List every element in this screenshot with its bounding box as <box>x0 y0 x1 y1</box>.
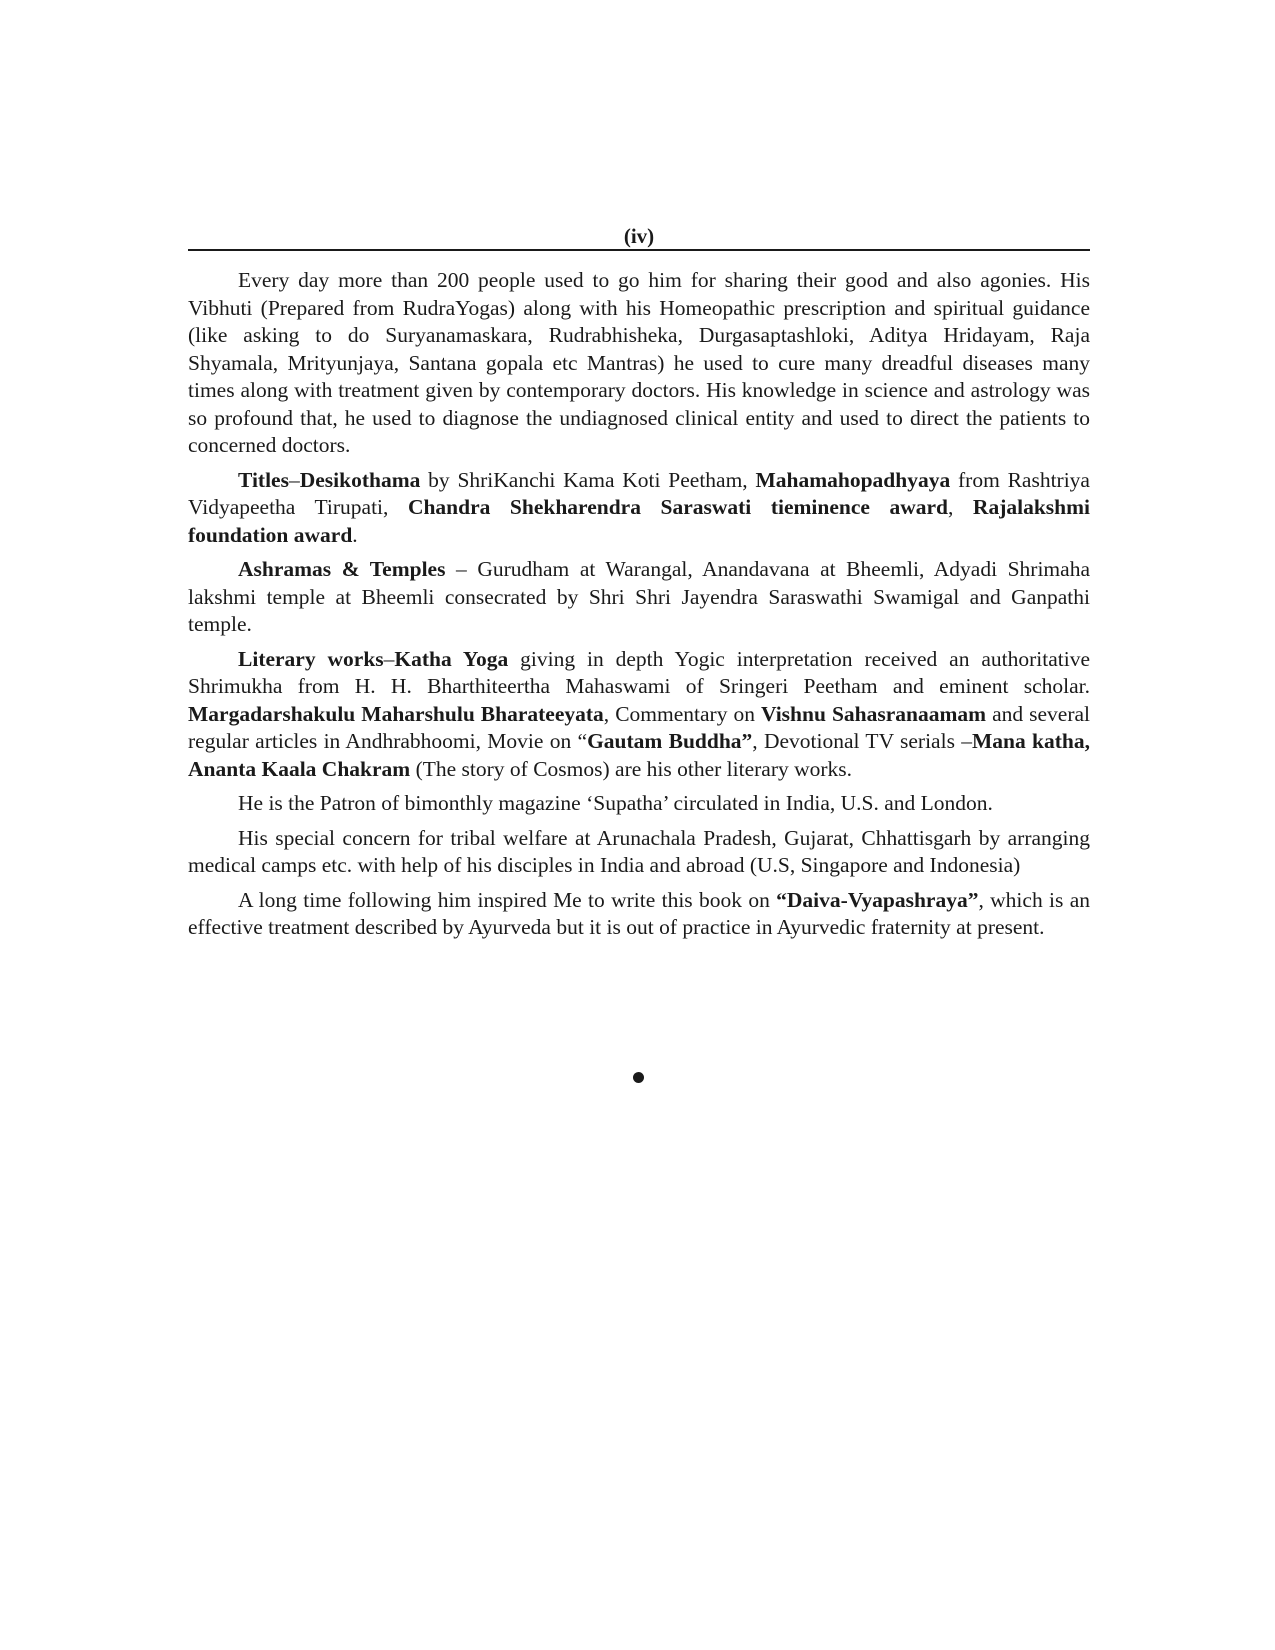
paragraph-literary-works <box>188 646 1090 784</box>
text-run: and several regular articles in Andhrabhoomi, Movie on “ <box>188 701 1090 753</box>
header-rule <box>188 249 1090 251</box>
text-run: – Gurudham at Warangal, Anandavana at Bheemli, Adyadi Shrimaha lakshmi temple at Bheemli consecrated by Shri Shri Jayendra Saraswathi Swamigal and Ganpathi temple. <box>188 557 1090 636</box>
paragraph-book-inspiration <box>188 887 1090 942</box>
page-number: (iv) <box>623 224 655 248</box>
text-run: , which is an effective treatment described by Ayurveda but it is out of practice in Ayurvedic fraternity at present. <box>188 887 1090 939</box>
text-run: , Devotional TV serials – <box>752 729 972 753</box>
text-run: A long time following him inspired Me to write this book on <box>238 887 777 912</box>
bold-text-run: Literary works <box>238 646 384 671</box>
bold-text-run: Gautam Buddha” <box>587 729 753 753</box>
bold-text-run: Mana katha, Ananta Kaala Chakram <box>188 729 1091 781</box>
text-run: , Commentary on <box>603 701 761 726</box>
bold-text-run: Rajalakshmi foundation award <box>188 495 1090 547</box>
paragraph-ashramas <box>188 556 1090 639</box>
text-run: . <box>352 522 358 547</box>
bold-text-run: Desikothama <box>299 467 421 492</box>
bold-text-run: Margadarshakulu Maharshulu Bharateeyata <box>188 701 604 726</box>
text-run: Every day more than 200 people used to go him for sharing their good and also agonies. His Vibhuti (Prepared from RudraYogas) along with his Homeopathic prescription and spiritual guidance (like asking to do Suryanamaskara, Rudrabhisheka, Durgasaptashloki, Aditya Hridayam, Raja Shyamala, Mrityunjaya, Santana gopala etc Mantras) he used to cure many dreadful diseases many times along with treatment given by contemporary doctors. His knowledge in science and astrology was so profound that, he used to diagnose the undiagnosed clinical entity and used to direct the patients to concerned doctors. <box>188 268 1090 457</box>
text-run: (The story of Cosmos) are his other literary works. <box>410 756 853 781</box>
paragraph-patron <box>188 790 1090 818</box>
paragraph-tribal-welfare <box>188 825 1090 880</box>
text-run: – <box>288 467 300 492</box>
body-text <box>188 267 1090 949</box>
text-run: from Rashtriya Vidyapeetha Tirupati, <box>188 467 1090 519</box>
bold-text-run: Katha Yoga <box>394 646 509 671</box>
bold-text-run: Mahamahopadhyaya <box>755 467 951 492</box>
text-run: by ShriKanchi Kama Koti Peetham, <box>420 467 756 492</box>
text-run: – <box>383 646 395 671</box>
text-run: His special concern for tribal welfare at Arunachala Pradesh, Gujarat, Chhattisgarh by arranging medical camps etc. with help of his disciples in India and abroad (U.S, Singapore and Indonesia) <box>188 825 1090 877</box>
text-run: , <box>948 495 973 519</box>
paragraph-daily-visitors <box>188 267 1090 460</box>
bold-text-run: Ashramas & Temples <box>238 557 446 581</box>
bold-text-run: Vishnu Sahasranaamam <box>760 701 987 726</box>
paragraph-titles <box>188 467 1090 550</box>
bold-text-run: “Daiva-Vyapashraya” <box>776 887 979 912</box>
text-run: giving in depth Yogic interpretation received an authoritative Shrimukha from H. H. Bharthiteertha Mahaswami of Sringeri Peetham and eminent scholar. <box>188 646 1090 698</box>
end-bullet <box>633 1072 644 1083</box>
text-run: He is the Patron of bimonthly magazine ‘Supatha’ circulated in India, U.S. and London. <box>238 791 993 815</box>
bold-text-run: Titles <box>238 467 289 492</box>
bold-text-run: Chandra Shekharendra Saraswati tieminence award <box>407 495 948 519</box>
